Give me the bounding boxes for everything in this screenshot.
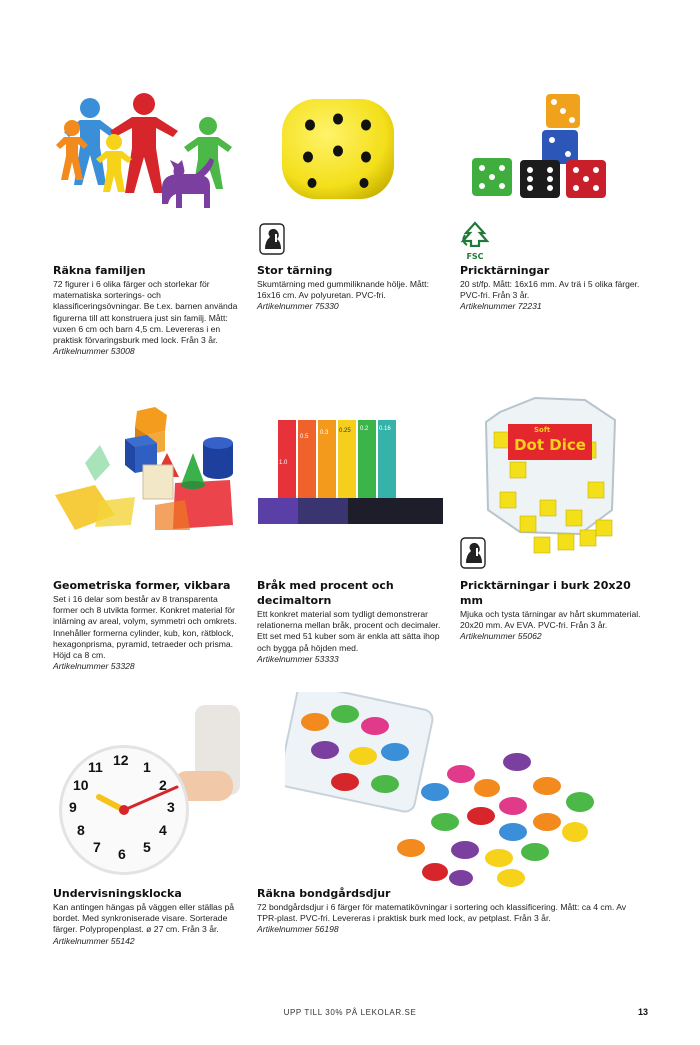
tower-bar: 0.5 [298, 420, 316, 508]
article-number: Artikelnummer 53333 [257, 653, 339, 664]
article-number: Artikelnummer 75330 [257, 301, 339, 312]
product-title: Geometriska former, vikbara [53, 579, 231, 592]
tower-bar: 0.3 [318, 420, 336, 508]
clock-number-12: 12 [113, 752, 129, 768]
article-number: Artikelnummer 72231 [460, 301, 542, 312]
product-description: Mjuka och tysta tärningar av hårt skummaterial. 20x20 mm. Av EVA. PVC-fri. Från 3 år. [460, 609, 641, 631]
farm-animals-image [285, 692, 605, 892]
tower-bar: 1.0 [278, 420, 296, 508]
tower-bar: 0.2 [358, 420, 376, 508]
tower-bar: 0.16 [378, 420, 396, 508]
product-description: Skumtärning med gummiliknande hölje. Mått: 16x16 cm. Av polyuretan. PVC-fri. [257, 279, 429, 301]
clock-number-3: 3 [167, 799, 175, 815]
product-description: 72 figurer i 6 olika färger och storlekar för matematiska sorterings- och klassificeringsövningar. Be t.ex. barnen använda figurerna till att konstruera just sin familj. Mått: vuxen 6 cm och barn 4,5 cm. Levereras i en praktisk förvaringsburk med lock. Från 3 år. [53, 279, 238, 346]
jar-label-small: Soft [534, 426, 551, 434]
jar-label: Dot Dice [514, 436, 586, 454]
product-title: Räkna familjen [53, 264, 146, 277]
clock-number-8: 8 [77, 822, 85, 838]
fsc-logo [459, 221, 491, 261]
clock-number-1: 1 [143, 759, 151, 775]
footer-promo-text: UPP TILL 30% PÅ LEKOLAR.SE [283, 1008, 417, 1017]
product-title: Bråk med procent och decimaltorn [257, 579, 394, 607]
tower-bar: 0.25 [338, 420, 356, 508]
clock-number-11: 11 [88, 759, 103, 775]
product-title: Räkna bondgårdsdjur [257, 887, 391, 900]
geometric-shapes-image [55, 405, 240, 535]
product-title: Pricktärningar [460, 264, 550, 277]
clock-number-5: 5 [143, 839, 151, 855]
product-description: Set i 16 delar som består av 8 transparenta former och 8 utvikta former. Konkret material för inlärning av areal, volym, symmetri och omkrets. Innehåller formerna cylinder, kub, kon, rätblock, hexagonprisma, pyramid, tetraeder och prisma. Höjd ca 8 cm. [53, 594, 237, 661]
product-description: 20 st/fp. Mått: 16x16 mm. Av trä i 5 olika färger. PVC-fri. Från 3 år. [460, 279, 640, 301]
quiet-material-icon [259, 223, 285, 255]
article-number: Artikelnummer 55062 [460, 631, 542, 642]
clock-number-7: 7 [93, 839, 101, 855]
article-number: Artikelnummer 55142 [53, 935, 135, 946]
fsc-label: FSC [466, 252, 484, 261]
article-number: Artikelnummer 53328 [53, 661, 135, 672]
product-title: Pricktärningar i burk 20x20 mm [460, 579, 631, 607]
page-number: 13 [637, 1007, 648, 1017]
clock-number-4: 4 [159, 822, 167, 838]
fraction-tower-image [258, 412, 443, 532]
product-description: Ett konkret material som tydligt demonstrerar relationerna mellan bråk, procent och decimaler. Ett set med 51 kuber som är enkla att sätta ihop och bygga på höjden med. [257, 609, 441, 653]
product-title: Undervisningsklocka [53, 887, 182, 900]
article-number: Artikelnummer 53008 [53, 346, 135, 357]
product-title: Stor tärning [257, 264, 333, 277]
clock-number-6: 6 [118, 846, 126, 862]
clock-hands [59, 745, 189, 875]
product-description: Kan antingen hängas på väggen eller ställas på bordet. Med synkroniserade visare. Sorterade färger. Polypropenplast. ø 27 cm. Från 3 år. [53, 902, 235, 935]
dice-jar-image [480, 392, 620, 557]
family-figures-image [52, 90, 237, 215]
fsc-tree-icon [459, 221, 491, 247]
quiet-material-icon [460, 537, 486, 569]
clock-number-2: 2 [159, 777, 167, 793]
product-description: 72 bondgårdsdjur i 6 färger för matematikövningar i sortering och klassificering. Mått: ca 4 cm. Av TPR-plast. PVC-fri. Levereras i praktisk burk med lock, av petplast. Från 3 år. [257, 902, 627, 924]
clock-number-9: 9 [69, 799, 77, 815]
large-die-image [278, 95, 398, 203]
article-number: Artikelnummer 56198 [257, 924, 339, 935]
clock-number-10: 10 [73, 777, 89, 793]
teaching-clock-image [55, 705, 240, 870]
wooden-dice-image [468, 92, 613, 204]
